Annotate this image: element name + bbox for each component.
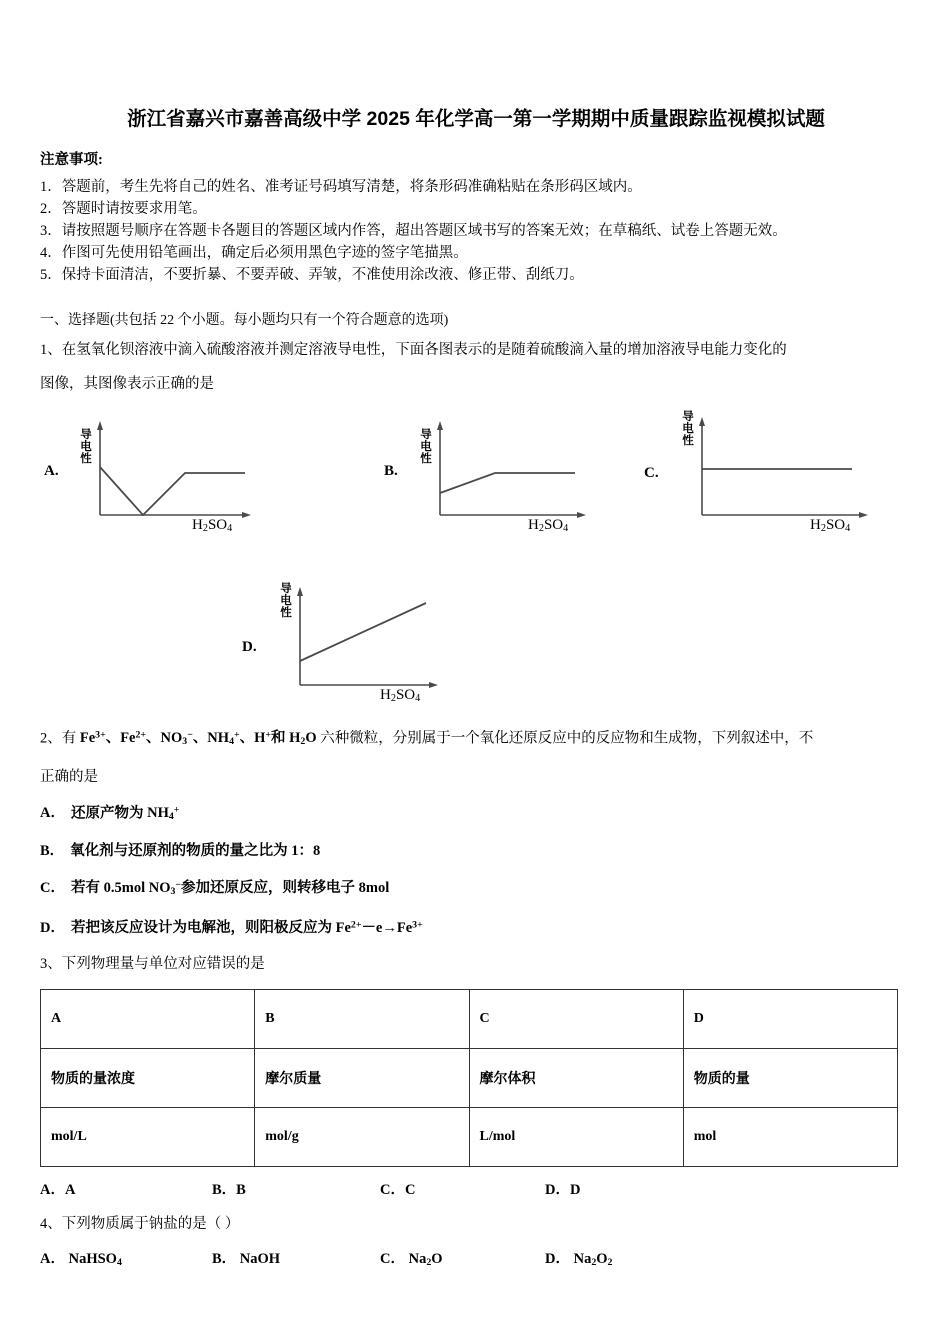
option-a-label: A． [40,805,65,822]
question-1-figures-row-1 [40,407,912,567]
question-4-choice-b[interactable]: B． NaOH [212,1251,281,1268]
question-4-choices [40,1247,912,1273]
table-cell-quantity-d: 物质的量 [683,1049,897,1108]
table-header-a: A [41,990,255,1049]
question-2-option-a [40,794,912,835]
question-2-suffix: 六种微粒，分别属于一个氧化还原反应中的反应物和生成物，下列叙述中，不 [316,730,814,747]
question-2-option-c [40,868,912,909]
question-3-choice-a[interactable]: A．A [40,1182,76,1199]
notes-heading: 注意事项: [40,152,103,169]
question-1-figures-row-2 [40,567,912,717]
note-item: 3．请按照题号顺序在答题卡各题目的答题区域内作答，超出答题区域书写的答案无效；在草稿纸、试卷上答题无效。 [40,222,787,239]
question-2-stem [40,719,912,760]
q4-b-label: B． [212,1251,237,1268]
question-4-stem [40,1207,912,1241]
question-3-text: 下列物理量与单位对应错误的是 [61,956,265,973]
question-3-choices [40,1179,912,1201]
question-3-stem [40,947,912,981]
figure-a-label: A. [44,462,59,479]
q4-c-label: C． [380,1251,405,1268]
table-cell-quantity-b: 摩尔质量 [255,1049,469,1108]
option-b-text: 氧化剂与还原剂的物质的量之比为 1：8 [70,843,321,860]
notes-section [40,153,912,286]
table-row [41,1049,898,1108]
question-2-stem-line2: 正确的是 [40,768,98,785]
table-cell-unit-a: mol/L [41,1108,255,1167]
figure-b-x-axis-label: $H_2SO_4$ [528,516,569,535]
figure-option-b [380,415,630,565]
page-title: 浙江省嘉兴市嘉善高级中学 2025 年化学高一第一学期期中质量跟踪监视模拟试题 [127,108,825,130]
question-2-prefix: 有 [61,730,80,747]
question-1-number: 1、 [40,341,62,358]
figure-option-d [210,575,460,725]
q4-d-label: D． [545,1251,570,1268]
table-cell-quantity-c: 摩尔体积 [469,1049,683,1108]
question-1-stem-line1: 在氢氧化钡溶液中滴入硫酸溶液并测定溶液导电性，下面各图表示的是随着硫酸滴入量的增加溶液导电能力变化的 [61,341,787,358]
particle-list: $Fe^{3+}$、$Fe^{2+}$、$NO_3^-$、$NH_4^+$、H+和 $H_2O$ [79,729,317,748]
figure-a-x-axis-label: $H_2SO_4$ [192,516,233,535]
option-c-text: 若有 0.5mol $NO_3^-$参加还原反应，则转移电子 8mol [70,879,390,897]
question-1-stem [40,333,912,367]
figure-d-label: D. [242,638,257,655]
figure-d-x-axis-label: $H_2SO_4$ [380,686,421,705]
note-item: 2．答题时请按要求用笔。 [40,200,207,217]
table-header-d: D [683,990,897,1049]
question-4-choice-c[interactable]: C． $Na_2O$ [380,1251,443,1269]
option-d-label: D． [40,920,65,937]
question-3-table [40,989,898,1167]
figure-c-x-axis-label: $H_2SO_4$ [810,516,851,535]
table-cell-quantity-a: 物质的量浓度 [41,1049,255,1108]
table-cell-unit-d: mol [683,1108,897,1167]
question-2-option-b [40,834,912,868]
option-a-formula: $NH_4^+$ [147,804,180,823]
figure-c-label: C. [644,464,659,481]
figure-d-y-axis-label: 导电性 [280,582,292,619]
table-header-b: B [255,990,469,1049]
table-cell-unit-c: L/mol [469,1108,683,1167]
option-d-text: 若把该反应设计为电解池，则阳极反应为 $Fe^{2+}-e\to Fe^{3+}$ [70,919,423,937]
figure-option-a [40,415,290,565]
option-a-text: 还原产物为 [70,805,148,822]
figure-c-y-axis-label: 导电性 [682,410,694,447]
figure-b-label: B. [384,462,398,479]
question-2-number: 2、 [40,730,62,747]
note-item: 4．作图可先使用铅笔画出，确定后必须用黑色字迹的签字笔描黑。 [40,244,468,261]
question-3-choice-b[interactable]: B．B [212,1182,246,1199]
option-b-label: B． [40,843,65,860]
question-3-number: 3、 [40,956,62,973]
section-heading: 一、选择题(共包括 22 个小题。每小题均只有一个符合题意的选项) [40,312,449,328]
figure-d-graph [210,575,480,715]
question-4-text: 下列物质属于钠盐的是（ ） [61,1216,240,1233]
table-row [41,1108,898,1167]
question-3-choice-c[interactable]: C．C [380,1182,416,1199]
option-c-label: C． [40,879,65,896]
q4-a-label: A． [40,1251,65,1268]
question-2-option-d [40,909,912,946]
note-item: 1．答题前，考生先将自己的姓名、准考证号码填写清楚，将条形码准确粘贴在条形码区域内。 [40,178,642,195]
figure-option-c [640,407,890,557]
question-4-number: 4、 [40,1216,62,1233]
page-content [40,0,912,1273]
note-item: 5．保持卡面清洁，不要折暴、不要弄破、弄皱，不准使用涂改液、修正带、刮纸刀。 [40,266,584,283]
question-4-choice-d[interactable]: D． $Na_2O_2$ [545,1251,613,1269]
question-3-choice-d[interactable]: D．D [545,1182,581,1199]
table-row-header [41,990,898,1049]
question-1-stem-line2: 图像，其图像表示正确的是 [40,375,214,392]
figure-b-y-axis-label: 导电性 [420,428,432,465]
figure-a-y-axis-label: 导电性 [80,428,92,465]
table-header-c: C [469,990,683,1049]
question-4-choice-a[interactable]: A． NaHSO$_4$ [40,1251,122,1269]
table-cell-unit-b: mol/g [255,1108,469,1167]
